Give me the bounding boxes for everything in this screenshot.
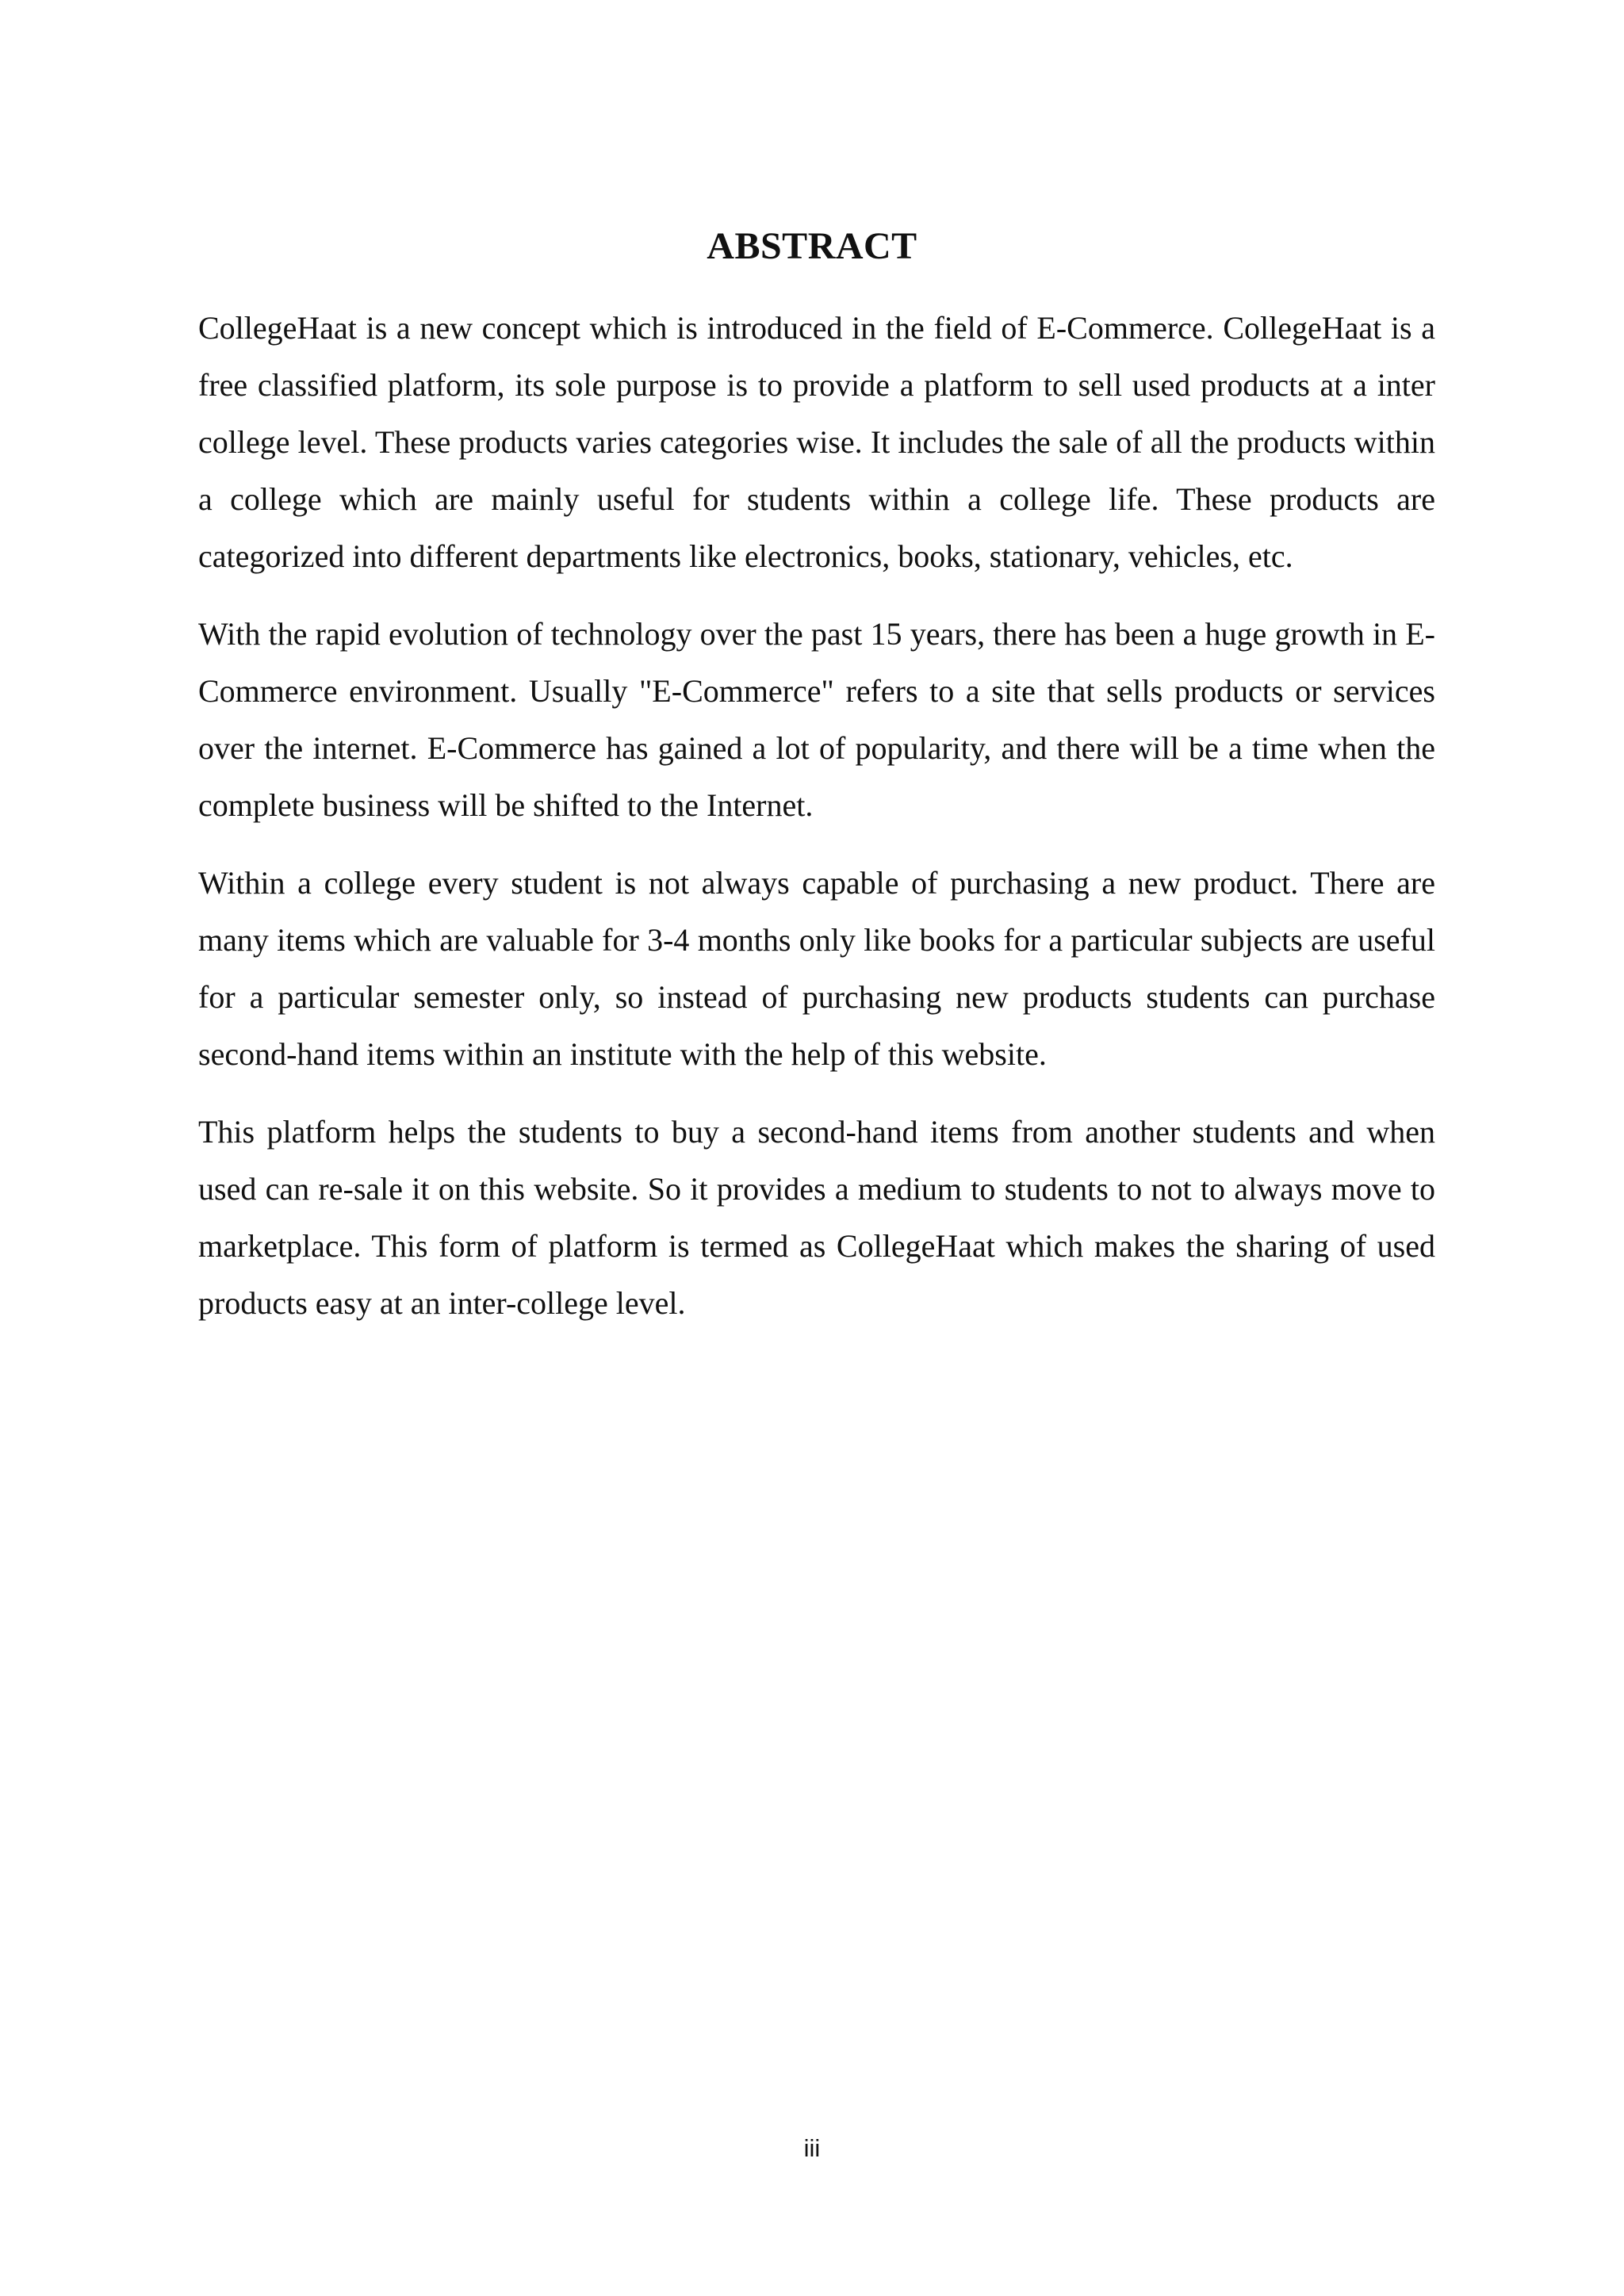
- paragraph-2: With the rapid evolution of technology over the past 15 years, there has been a huge growth in E-Commerce environment. Usually "E-Commerce" refers to a site that sells products or services over the internet. E-Commerce has gained a lot of popularity, and there will be a time when the complete business will be shifted to the Internet.: [198, 616, 1435, 823]
- page-title: ABSTRACT: [707, 225, 917, 267]
- paragraph-1: CollegeHaat is a new concept which is introduced in the field of E-Commerce. CollegeHaat is a free classified platform, its sole purpose is to provide a platform to sell used products at a inter college level. These products varies categories wise. It includes the sale of all the products within a college which are mainly useful for students within a college life. These products are categorized into different departments like electronics, books, stationary, vehicles, etc.: [198, 310, 1435, 574]
- paragraph-4: This platform helps the students to buy a second-hand items from another students and when used can re-sale it on this website. So it provides a medium to students to not to always move to marketplace. This form of platform is termed as CollegeHaat which makes the sharing of used products easy at an inter-college level.: [198, 1114, 1435, 1321]
- abstract-body: [198, 300, 1435, 1353]
- paragraph-3: Within a college every student is not always capable of purchasing a new product. There are many items which are valuable for 3-4 months only like books for a particular subjects are useful for a particular semester only, so instead of purchasing new products students can purchase second-hand items within an institute with the help of this website.: [198, 865, 1435, 1072]
- page-number: iii: [803, 2134, 821, 2162]
